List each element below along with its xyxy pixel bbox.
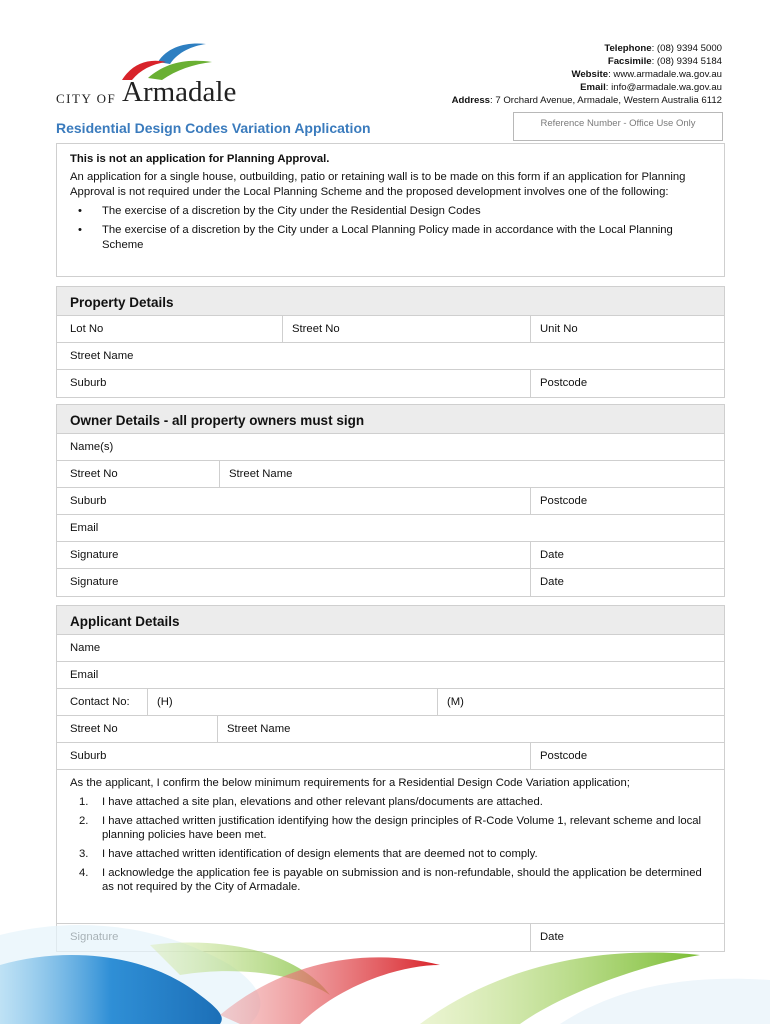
- owner-signature-field[interactable]: Signature: [70, 549, 119, 561]
- applicant-row-name: [57, 635, 724, 662]
- applicant-confirmation: [57, 770, 724, 924]
- applicant-row-email: [57, 662, 724, 689]
- owner-suburb-field[interactable]: Suburb: [70, 495, 107, 507]
- requirements-list: [70, 795, 711, 894]
- logo-name: Armadale: [122, 76, 237, 108]
- requirement-item: 4. I acknowledge the application fee is payable on submission and is non-refundable, should the application be determined as not required by the City of Armadale.: [79, 867, 702, 893]
- owner-street-no-field[interactable]: Street No: [70, 468, 118, 480]
- applicant-name-field[interactable]: Name: [70, 642, 101, 654]
- owner-email-field[interactable]: Email: [70, 522, 99, 534]
- owner-row-signature-1: [57, 542, 724, 569]
- applicant-row-street: [57, 716, 724, 743]
- contact-email: Email: info@armadale.wa.gov.au: [580, 82, 722, 93]
- owner-row-signature-2: [57, 569, 724, 596]
- property-suburb-field[interactable]: Suburb: [70, 377, 107, 389]
- contact-facsimile: Facsimile: (08) 9394 5184: [607, 56, 722, 67]
- owner-details-heading: Owner Details - all property owners must sign: [57, 405, 724, 434]
- contact-address: Address: 7 Orchard Avenue, Armadale, Western Australia 6112: [451, 95, 722, 106]
- property-street-no-field[interactable]: Street No: [282, 316, 530, 343]
- logo-prefix: CITY OF: [56, 91, 117, 106]
- property-postcode-field[interactable]: Postcode: [530, 370, 726, 397]
- reference-number-label: Reference Number - Office Use Only: [540, 118, 696, 129]
- property-street-name-field[interactable]: Street Name: [70, 350, 134, 362]
- applicant-row-suburb: [57, 743, 724, 770]
- owner-date-field[interactable]: Date: [530, 542, 726, 569]
- property-row-street: [57, 343, 724, 370]
- owner-row-suburb: [57, 488, 724, 515]
- contact-website: Website: www.armadale.wa.gov.au: [571, 69, 722, 80]
- reference-number-field[interactable]: [513, 112, 723, 141]
- requirement-item: 1. I have attached a site plan, elevations and other relevant plans/documents are attached.: [79, 796, 543, 808]
- applicant-details-heading: Applicant Details: [57, 606, 724, 635]
- mobile-phone-field[interactable]: (M): [437, 689, 726, 716]
- footer-swoosh-graphic: [0, 905, 770, 1024]
- page-title: Residential Design Codes Variation Application: [56, 120, 371, 136]
- lot-no-field[interactable]: Lot No: [70, 323, 104, 335]
- intro-bullet: • The exercise of a discretion by the City under a Local Planning Policy made in accordance with the Local Planning Scheme: [70, 223, 711, 253]
- applicant-details-section: [56, 605, 725, 952]
- unit-no-field[interactable]: Unit No: [530, 316, 726, 343]
- applicant-row-contact: [57, 689, 724, 716]
- intro-box: [56, 143, 725, 277]
- applicant-street-no-field[interactable]: Street No: [70, 723, 118, 735]
- applicant-postcode-field[interactable]: Postcode: [530, 743, 726, 770]
- owner-details-section: [56, 404, 725, 597]
- home-phone-field[interactable]: (H): [147, 689, 437, 716]
- property-row-lot: [57, 316, 724, 343]
- property-row-suburb: [57, 370, 724, 397]
- property-details-section: [56, 286, 725, 398]
- city-logo: [56, 40, 256, 110]
- contact-no-label: Contact No:: [70, 696, 130, 708]
- owner-row-names: [57, 434, 724, 461]
- owner-date-field[interactable]: Date: [530, 569, 726, 596]
- intro-bullet: • The exercise of a discretion by the City under the Residential Design Codes: [70, 204, 711, 219]
- applicant-street-name-field[interactable]: Street Name: [217, 716, 726, 743]
- requirement-item: 3. I have attached written identification of design elements that are deemed not to comply.: [79, 848, 538, 860]
- applicant-email-field[interactable]: Email: [70, 669, 99, 681]
- intro-text: An application for a single house, outbuilding, patio or retaining wall is to be made on this form if an application for Planning Approval is not required under the Local Planning Scheme and the proposed development involves one of the following:: [70, 171, 686, 198]
- applicant-suburb-field[interactable]: Suburb: [70, 750, 107, 762]
- owner-signature-field[interactable]: Signature: [70, 576, 119, 588]
- owner-names-field[interactable]: Name(s): [70, 441, 114, 453]
- intro-bullets: [70, 204, 711, 253]
- intro-heading: This is not an application for Planning Approval.: [70, 153, 330, 165]
- requirement-item: 2. I have attached written justification identifying how the design principles of R-Code Volume 1, relevant scheme and local planning policies have been met.: [79, 815, 702, 841]
- owner-postcode-field[interactable]: Postcode: [530, 488, 726, 515]
- contact-telephone: Telephone: (08) 9394 5000: [604, 43, 722, 54]
- confirmation-text: As the applicant, I confirm the below minimum requirements for a Residential Design Code Variation application;: [70, 777, 630, 789]
- contact-block: [452, 42, 722, 107]
- property-details-heading: Property Details: [57, 287, 724, 316]
- owner-street-name-field[interactable]: Street Name: [219, 461, 726, 488]
- applicant-date-field[interactable]: Date: [530, 924, 726, 951]
- owner-row-street: [57, 461, 724, 488]
- owner-row-email: [57, 515, 724, 542]
